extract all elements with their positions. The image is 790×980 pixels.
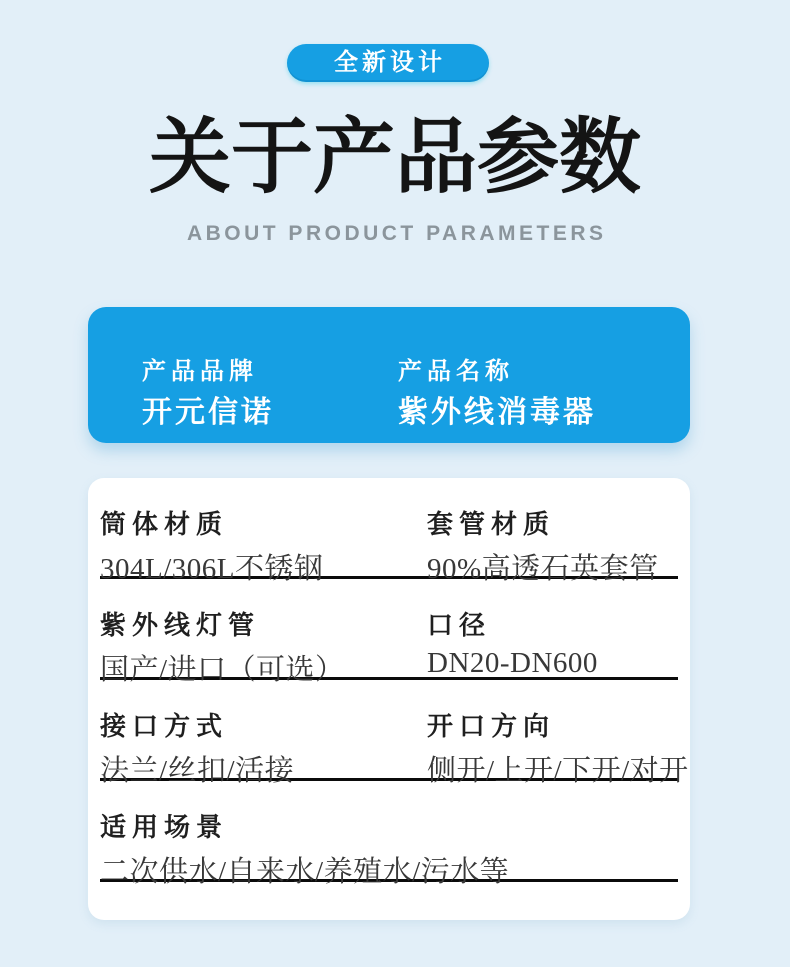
product-brand-label: 产品品牌 bbox=[142, 359, 258, 385]
param-value: 90%高透石英套管 bbox=[427, 553, 659, 585]
param-label: 套管材质 bbox=[427, 510, 556, 539]
param-label: 紫外线灯管 bbox=[100, 611, 261, 640]
parameters-card bbox=[88, 478, 690, 920]
param-label: 适用场景 bbox=[100, 813, 229, 842]
param-value: 国产/进口（可选） bbox=[100, 654, 345, 686]
page-subtitle: ABOUT PRODUCT PARAMETERS bbox=[186, 222, 607, 245]
param-value: 304L/306L不锈钢 bbox=[100, 553, 324, 585]
param-row bbox=[100, 579, 678, 686]
param-label: 筒体材质 bbox=[100, 510, 229, 539]
product-name-value: 紫外线消毒器 bbox=[398, 396, 596, 429]
page-bottom-gap bbox=[0, 967, 790, 980]
param-row bbox=[100, 680, 689, 787]
param-label: 开口方向 bbox=[427, 712, 556, 741]
page-title: 关于产品参数 bbox=[148, 112, 641, 203]
new-design-badge-label: 全新设计 bbox=[334, 50, 446, 76]
param-value: DN20-DN600 bbox=[427, 647, 598, 679]
param-value: 二次供水/自来水/养殖水/污水等 bbox=[100, 856, 510, 888]
param-row bbox=[100, 478, 678, 585]
brand-card bbox=[88, 307, 690, 443]
product-brand-value: 开元信诺 bbox=[142, 396, 274, 429]
param-row bbox=[100, 781, 678, 888]
param-value: 侧开/上开/下开/对开 bbox=[427, 755, 689, 787]
param-value: 法兰/丝扣/活接 bbox=[100, 755, 295, 787]
new-design-badge bbox=[287, 44, 489, 82]
product-name-label: 产品名称 bbox=[398, 359, 514, 385]
param-label: 口径 bbox=[427, 611, 492, 640]
param-label: 接口方式 bbox=[100, 712, 229, 741]
